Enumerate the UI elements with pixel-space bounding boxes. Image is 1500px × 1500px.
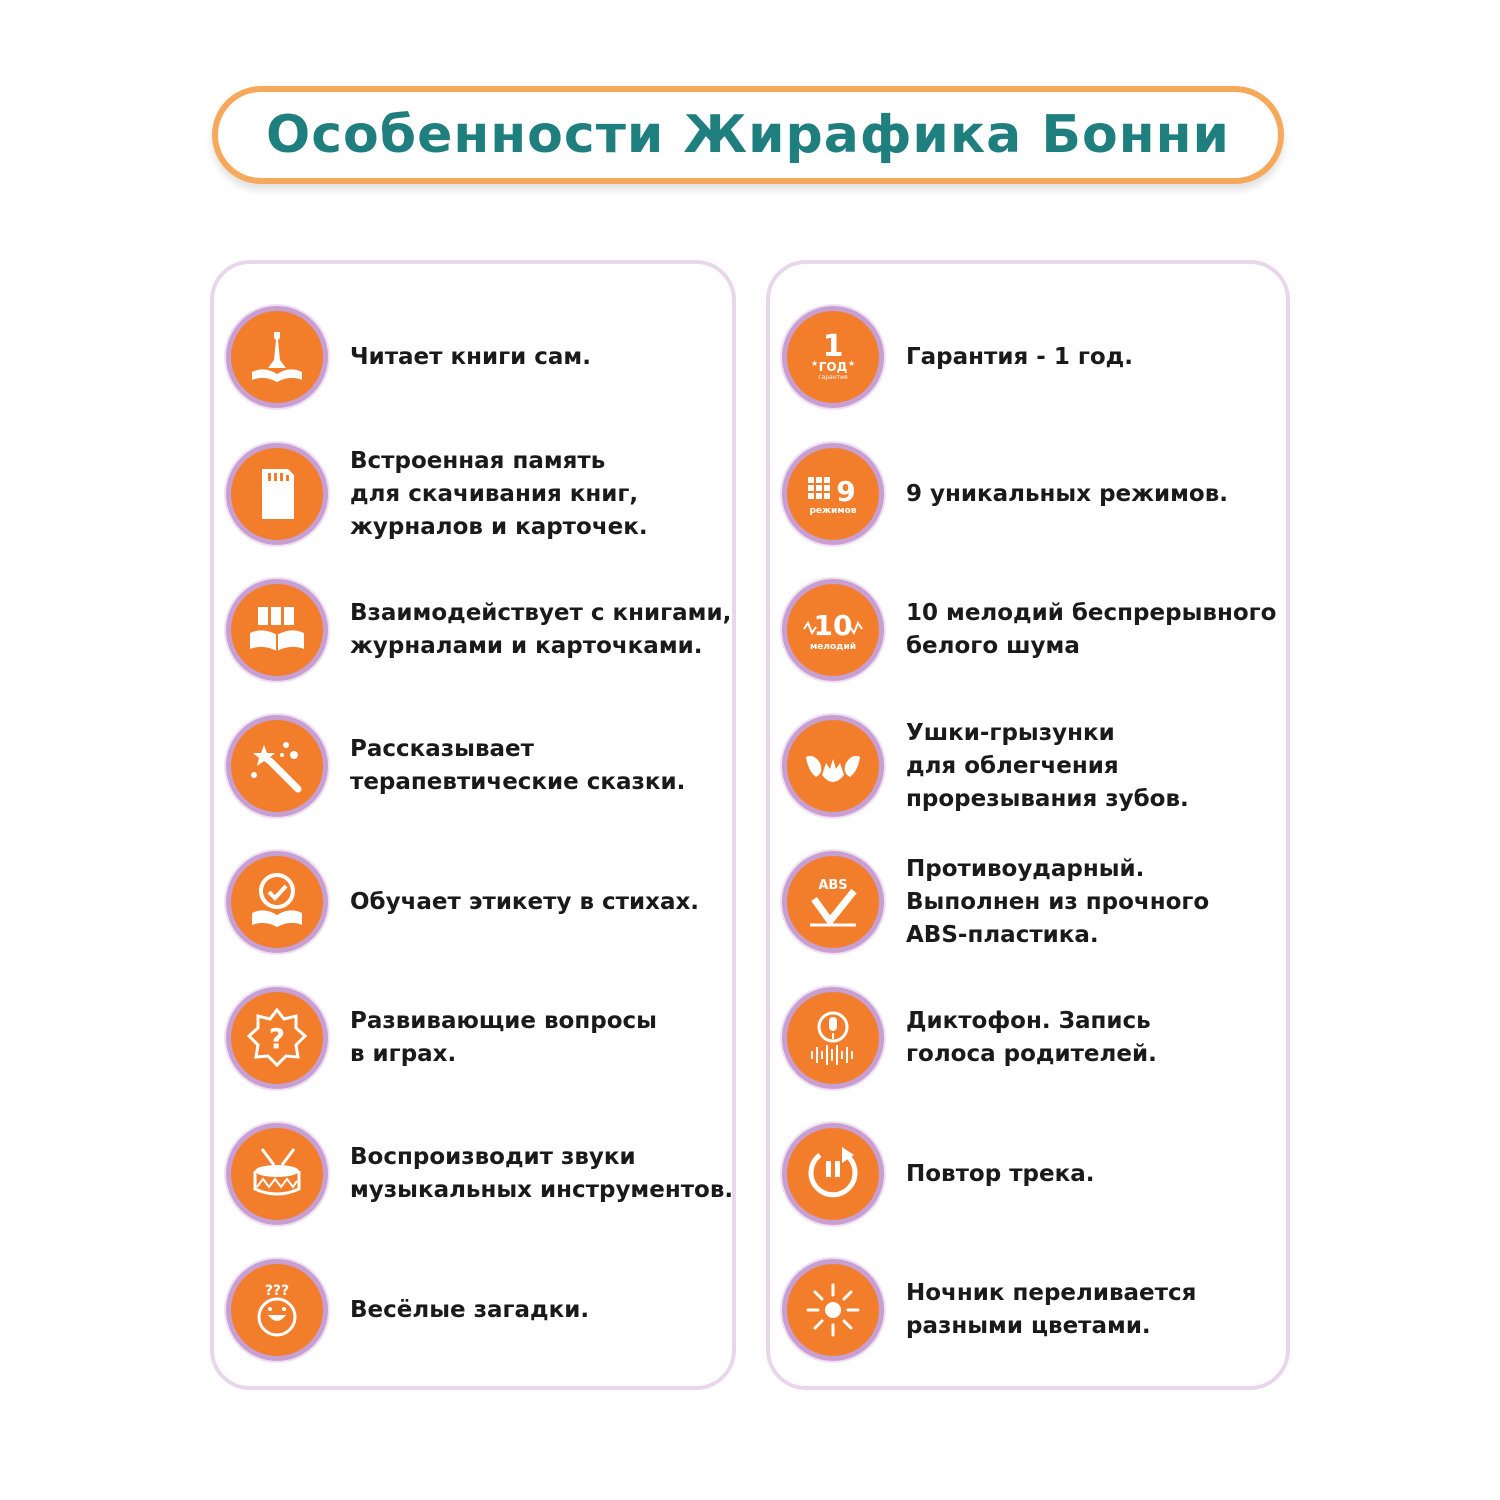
feature-item (782, 579, 1276, 681)
microphone-icon (782, 987, 884, 1089)
modes-icon (782, 443, 884, 545)
svg-text:???: ??? (264, 1283, 290, 1299)
svg-text:★: ★ (811, 359, 819, 368)
feature-text: Противоударный. Выполнен из прочного ABS-пластика. (906, 855, 1210, 948)
question-icon (226, 987, 328, 1089)
etiquette-check-icon (226, 851, 328, 953)
feature-item (226, 443, 648, 545)
feature-item (226, 579, 731, 681)
svg-text:?: ? (268, 1022, 286, 1055)
riddle-smile-icon (226, 1259, 328, 1361)
feature-text: 9 уникальных режимов. (906, 480, 1229, 507)
open-book-icon (226, 579, 328, 681)
feature-text: Весёлые загадки. (350, 1296, 590, 1323)
melodies-icon (782, 579, 884, 681)
feature-text: Ушки-грызунки для облегчения прорезывания зубов. (906, 719, 1189, 812)
feature-item (226, 987, 657, 1089)
feature-text: Воспроизводит звуки музыкальных инструментов. (350, 1144, 734, 1203)
feature-text: Диктофон. Запись голоса родителей. (906, 1008, 1157, 1067)
feature-item (782, 715, 1189, 817)
warranty-icon (782, 306, 884, 408)
feature-text: Встроенная память для скачивания книг, журналов и карточек. (350, 447, 648, 540)
feature-text: Развивающие вопросы в играх. (350, 1008, 657, 1067)
magic-wand-icon (226, 715, 328, 817)
feature-text: Ночник переливается разными цветами. (906, 1280, 1197, 1339)
teether-icon (782, 715, 884, 817)
feature-item (782, 443, 1228, 545)
svg-text:★: ★ (848, 359, 856, 368)
repeat-icon (782, 1123, 884, 1225)
badge-label: режимов (809, 506, 857, 516)
feature-text: Читает книги сам. (350, 343, 591, 370)
badge-label: ABS (818, 878, 848, 893)
badge-number: 10 (813, 609, 853, 642)
feature-text: 10 мелодий беспрерывного белого шума (906, 600, 1277, 659)
feature-text: Обучает этикету в стихах. (350, 888, 700, 915)
feature-item (782, 987, 1157, 1089)
title-banner (212, 86, 1284, 184)
feature-item (782, 306, 1133, 408)
feature-item (226, 851, 699, 953)
drum-icon (226, 1123, 328, 1225)
feature-item (226, 715, 685, 817)
feature-item (226, 1259, 589, 1361)
badge-number: 9 (836, 475, 856, 508)
feature-text: Рассказывает терапевтические сказки. (350, 736, 686, 795)
badge-label: ГОД (818, 360, 848, 374)
badge-number: 1 (822, 329, 844, 364)
abs-shield-icon (782, 851, 884, 953)
feature-item (226, 306, 591, 408)
night-light-icon (782, 1259, 884, 1361)
badge-label: мелодий (809, 642, 857, 652)
giraffe-book-icon (226, 306, 328, 408)
feature-text: Гарантия - 1 год. (906, 343, 1133, 370)
feature-item (782, 1259, 1196, 1361)
feature-item (782, 851, 1209, 953)
memory-card-icon (226, 443, 328, 545)
feature-item (782, 1123, 1094, 1225)
feature-text: Повтор трека. (906, 1160, 1095, 1187)
badge-caption: гарантия (818, 374, 848, 381)
page-title: Особенности Жирафика Бонни (266, 105, 1230, 165)
feature-item (226, 1123, 733, 1225)
feature-text: Взаимодействует с книгами, журналами и карточками. (350, 600, 732, 659)
